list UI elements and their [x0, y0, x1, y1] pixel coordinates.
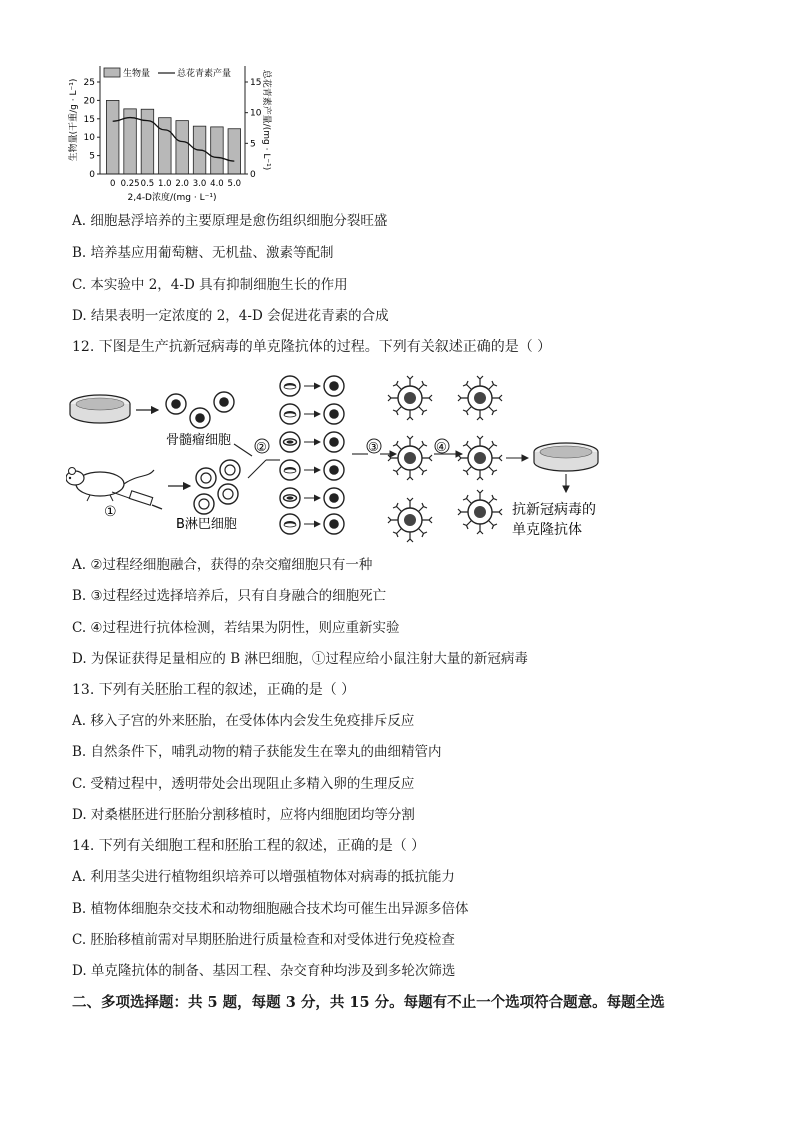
q14-stem: 14. 下列有关细胞工程和胚胎工程的叙述，正确的是（ ） — [72, 838, 426, 854]
bar-5.0 — [228, 129, 241, 174]
q13-option-a: A. 移入子宫的外来胚胎，在受体体内会发生免疫排斥反应 — [72, 713, 415, 729]
syringe-icon — [112, 491, 162, 509]
right-tick-label: 5 — [250, 139, 256, 150]
x-tick-label: 0.5 — [140, 179, 155, 189]
q12-option-b: B. ③过程经过选择培养后，只有自身融合的细胞死亡 — [72, 588, 387, 604]
q13-option-d: D. 对桑椹胚进行胚胎分割移植时，应将内细胞团均等分割 — [72, 807, 415, 823]
bar-0 — [106, 100, 119, 174]
legend-bar-label: 生物量 — [123, 69, 151, 79]
positive-hybridoma-column — [458, 376, 502, 534]
left-tick-label: 10 — [83, 133, 95, 144]
label-antibody-line1: 抗新冠病毒的 — [512, 502, 596, 518]
q11-option-b: B. 培养基应用葡萄糖、无机盐、激素等配制 — [72, 245, 334, 261]
q14-option-b: B. 植物体细胞杂交技术和动物细胞融合技术均可催生出异源多倍体 — [72, 901, 469, 917]
bar-2.0 — [176, 121, 189, 174]
left-tick-label: 5 — [89, 151, 95, 162]
culture-dish-icon — [534, 443, 598, 471]
right-tick-label: 10 — [250, 108, 262, 119]
fusion-cells-column — [280, 376, 300, 534]
step-2-label: ② — [256, 440, 267, 454]
q13-option-c: C. 受精过程中，透明带处会出现阻止多精入卵的生理反应 — [72, 776, 415, 792]
q11-option-c: C. 本实验中 2，4-D 具有抑制细胞生长的作用 — [72, 277, 348, 293]
q12-stem: 12. 下图是生产抗新冠病毒的单克隆抗体的过程。下列有关叙述正确的是（ ） — [72, 339, 552, 355]
step-4-label: ④ — [436, 440, 447, 454]
x-tick-label: 3.0 — [192, 179, 207, 189]
hybrid-cells-column — [324, 376, 344, 534]
q14-option-a: A. 利用茎尖进行植物组织培养可以增强植物体对病毒的抵抗能力 — [72, 869, 455, 885]
q11-option-a: A. 细胞悬浮培养的主要原理是愈伤组织细胞分裂旺盛 — [72, 213, 388, 229]
right-tick-label: 0 — [250, 170, 256, 180]
myeloma-cells — [166, 392, 234, 428]
left-axis-title: 生物量(干重/g · L⁻¹) — [69, 78, 79, 162]
section-2-heading: 二、多项选择题：共 5 题，每题 3 分，共 15 分。每题有不止一个选项符合题意。每题全选 — [72, 994, 665, 1011]
left-tick-label: 0 — [89, 170, 95, 180]
bar-4.0 — [211, 127, 224, 174]
x-tick-label: 2.0 — [175, 179, 189, 189]
step-1-label: ① — [104, 504, 117, 520]
x-tick-label: 5.0 — [227, 179, 242, 189]
label-myeloma: 骨髓瘤细胞 — [166, 433, 232, 448]
q14-option-c: C. 胚胎移植前需对早期胚胎进行质量检查和对受体进行免疫检查 — [72, 932, 455, 948]
b-lymphocyte-cells — [194, 460, 240, 514]
anthocyanin-chart — [62, 54, 282, 204]
label-b-cell: B淋巴细胞 — [176, 517, 237, 532]
x-axis-title: 2,4-D浓度/(mg · L⁻¹) — [127, 193, 217, 203]
q13-option-b: B. 自然条件下，哺乳动物的精子获能发生在睾丸的曲细精管内 — [72, 744, 442, 760]
x-tick-label: 4.0 — [210, 179, 224, 189]
x-tick-label: 0 — [109, 179, 116, 189]
q14-option-d: D. 单克隆抗体的制备、基因工程、杂交育种均涉及到多轮次筛选 — [72, 963, 456, 979]
bar-1.0 — [159, 118, 172, 174]
step-3-label: ③ — [368, 440, 379, 454]
bar-0.5 — [141, 109, 154, 174]
q12-option-a: A. ②过程经细胞融合，获得的杂交瘤细胞只有一种 — [72, 557, 373, 573]
selected-hybridoma-column — [388, 376, 432, 542]
legend-line-label: 总花青素产量 — [177, 69, 232, 79]
label-antibody-line2: 单克隆抗体 — [512, 522, 582, 538]
right-axis-title: 总花青素产量/(mg · L⁻¹) — [261, 69, 271, 171]
left-tick-label: 15 — [83, 114, 95, 125]
monoclonal-antibody-diagram — [66, 374, 626, 550]
x-tick-label: 1.0 — [158, 179, 172, 189]
q12-option-c: C. ④过程进行抗体检测，若结果为阴性，则应重新实验 — [72, 620, 400, 636]
legend-bar-swatch — [104, 68, 120, 77]
right-tick-label: 15 — [250, 78, 262, 88]
left-tick-label: 20 — [83, 96, 95, 107]
left-tick-label: 25 — [83, 78, 95, 88]
q11-option-d: D. 结果表明一定浓度的 2，4-D 会促进花青素的合成 — [72, 308, 389, 324]
q12-option-d: D. 为保证获得足量相应的 B 淋巴细胞，①过程应给小鼠注射大量的新冠病毒 — [72, 651, 528, 667]
petri-dish-icon — [70, 395, 130, 423]
q13-stem: 13. 下列有关胚胎工程的叙述，正确的是（ ） — [72, 682, 356, 698]
x-tick-label: 0.25 — [120, 179, 140, 189]
